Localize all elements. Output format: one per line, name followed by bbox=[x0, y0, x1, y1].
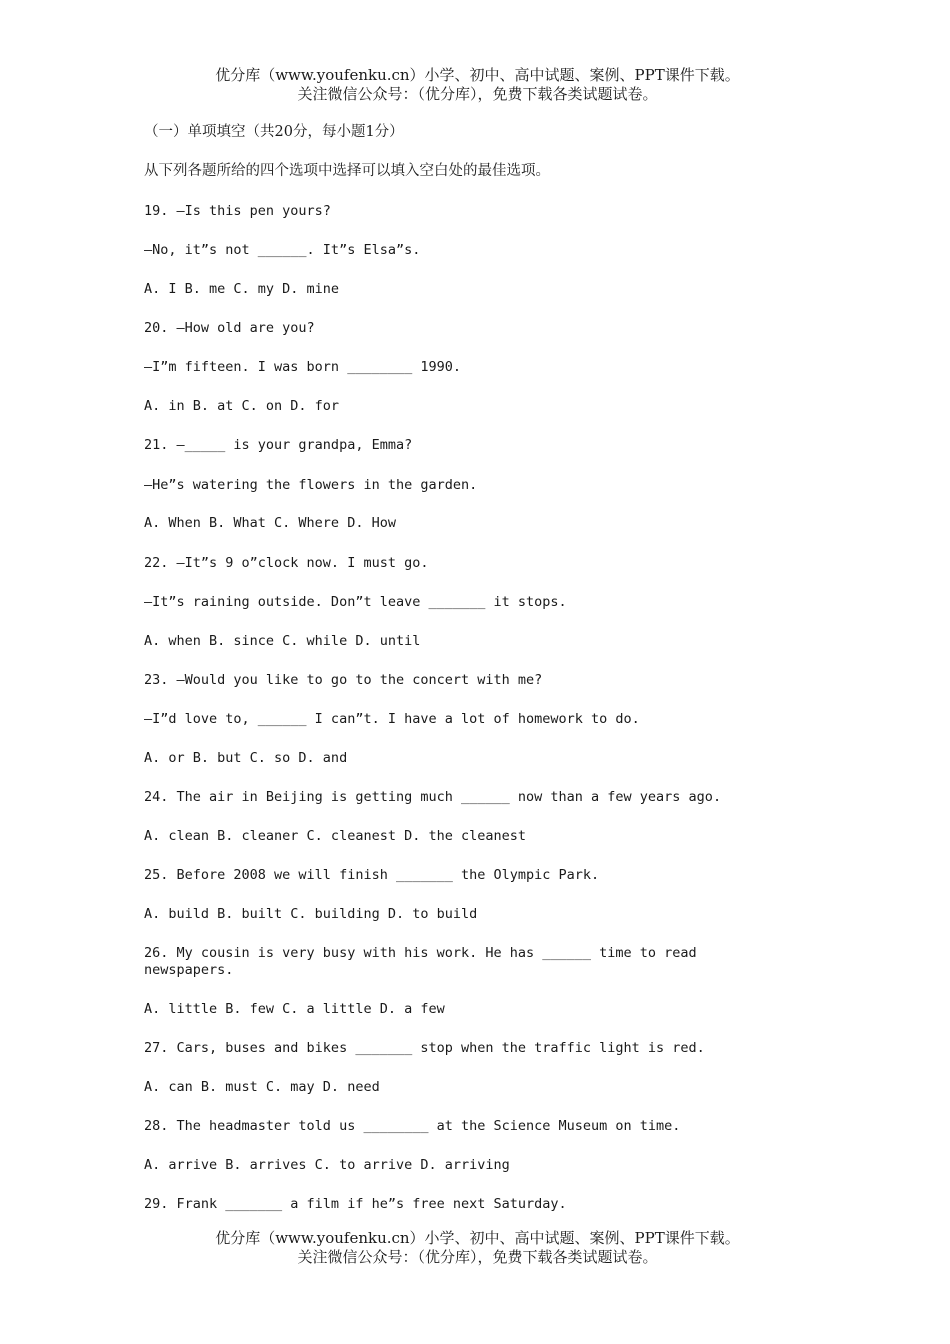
q24-prompt: 24. The air in Beijing is getting much ______ now than a few years ago. bbox=[144, 789, 722, 805]
q26-prompt: 26. My cousin is very busy with his work. He has ______ time to read newspapers. bbox=[144, 945, 697, 978]
q20-reply: —I”m fifteen. I was born ________ 1990. bbox=[144, 359, 461, 375]
header-line-1: 优分库（www.youfenku.cn）小学、初中、高中试题、案例、PPT课件下载。 bbox=[215, 66, 740, 84]
q22-prompt: 22. —It”s 9 o”clock now. I must go. bbox=[144, 555, 429, 571]
section-instruction: 从下列各题所给的四个选项中选择可以填入空白处的最佳选项。 bbox=[144, 163, 550, 179]
q20-prompt: 20. —How old are you? bbox=[144, 320, 315, 336]
q29-prompt: 29. Frank _______ a film if he”s free next Saturday. bbox=[144, 1196, 567, 1212]
q20-options: A. in B. at C. on D. for bbox=[144, 398, 340, 414]
q19-reply: —No, it”s not ______. It”s Elsa”s. bbox=[144, 242, 421, 258]
q24-options: A. clean B. cleaner C. cleanest D. the cleanest bbox=[144, 828, 527, 844]
page-header bbox=[0, 66, 950, 104]
header-line-2: 关注微信公众号：（优分库），免费下载各类试题试卷。 bbox=[297, 85, 658, 103]
q21-prompt: 21. —_____ is your grandpa, Emma? bbox=[144, 437, 413, 453]
q26-options: A. little B. few C. a little D. a few bbox=[144, 1001, 445, 1017]
q21-options: A. When B. What C. Where D. How bbox=[144, 515, 396, 531]
q23-reply: —I”d love to, ______ I can”t. I have a lot of homework to do. bbox=[144, 711, 640, 727]
q28-prompt: 28. The headmaster told us ________ at the Science Museum on time. bbox=[144, 1118, 681, 1134]
q25-options: A. build B. built C. building D. to build bbox=[144, 906, 478, 922]
page-footer bbox=[0, 1229, 950, 1267]
q23-prompt: 23. —Would you like to go to the concert with me? bbox=[144, 672, 543, 688]
section-title: （一）单项填空（共20分，每小题1分） bbox=[144, 124, 404, 140]
footer-line-1: 优分库（www.youfenku.cn）小学、初中、高中试题、案例、PPT课件下载。 bbox=[215, 1229, 740, 1247]
q25-prompt: 25. Before 2008 we will finish _______ the Olympic Park. bbox=[144, 867, 600, 883]
q19-options: A. I B. me C. my D. mine bbox=[144, 281, 340, 297]
q27-options: A. can B. must C. may D. need bbox=[144, 1079, 380, 1095]
q19-prompt: 19. —Is this pen yours? bbox=[144, 203, 331, 219]
q23-options: A. or B. but C. so D. and bbox=[144, 750, 348, 766]
q21-reply: —He”s watering the flowers in the garden. bbox=[144, 477, 478, 493]
q22-options: A. when B. since C. while D. until bbox=[144, 633, 421, 649]
footer-line-2: 关注微信公众号：（优分库），免费下载各类试题试卷。 bbox=[297, 1248, 658, 1266]
q22-reply: —It”s raining outside. Don”t leave _______ it stops. bbox=[144, 594, 567, 610]
q28-options: A. arrive B. arrives C. to arrive D. arriving bbox=[144, 1157, 510, 1173]
q27-prompt: 27. Cars, buses and bikes _______ stop when the traffic light is red. bbox=[144, 1040, 705, 1056]
